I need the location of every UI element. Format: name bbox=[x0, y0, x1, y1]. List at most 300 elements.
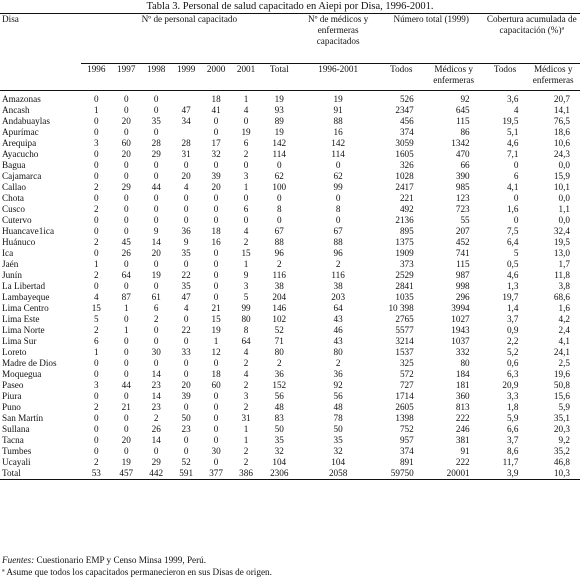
header-cobertura-group: Cobertura acumulada de capacitación (%)ª bbox=[484, 14, 580, 64]
cell-numero: 222 bbox=[455, 457, 470, 467]
cell-count: 19 bbox=[274, 127, 284, 137]
cell-count: 15 bbox=[211, 314, 221, 324]
cell-count: 47 bbox=[181, 292, 191, 302]
cell-count: 20 bbox=[121, 435, 131, 445]
cell-medicos: 0 bbox=[335, 215, 341, 225]
cell-count: 3 bbox=[243, 391, 249, 401]
cell-medicos: 19 bbox=[333, 94, 343, 104]
cell-count: 0 bbox=[213, 413, 219, 423]
cell-cobertura: 35,1 bbox=[553, 413, 570, 423]
cell-numero: 723 bbox=[455, 204, 470, 214]
cell-disa: Junín bbox=[2, 270, 22, 280]
cell-count: 0 bbox=[123, 259, 129, 269]
cell-count: 386 bbox=[231, 468, 261, 480]
cell-count: 116 bbox=[272, 270, 286, 280]
cell-cobertura: 14,1 bbox=[553, 105, 570, 115]
cell-count: 0 bbox=[123, 171, 129, 181]
cell-count: 18 bbox=[211, 369, 221, 379]
cell-count: 47 bbox=[181, 105, 191, 115]
table-row bbox=[0, 435, 580, 446]
cell-disa: Lima Norte bbox=[2, 325, 45, 335]
cell-count: 32 bbox=[211, 149, 221, 159]
cell-numero: 2841 bbox=[395, 281, 414, 291]
cell-medicos: 88 bbox=[333, 116, 343, 126]
cell-count: 12 bbox=[211, 347, 221, 357]
cell-disa: Piura bbox=[2, 391, 22, 401]
cell-count: 2 bbox=[153, 314, 159, 324]
table-row bbox=[0, 325, 580, 336]
cell-cobertura: 7,1 bbox=[506, 149, 519, 159]
cell-count: 35 bbox=[181, 248, 191, 258]
cell-count: 56 bbox=[274, 391, 284, 401]
cell-count: 0 bbox=[93, 424, 99, 434]
cell-count: 14 bbox=[151, 237, 161, 247]
cell-count: 22 bbox=[181, 325, 191, 335]
cell-count: 1 bbox=[243, 259, 249, 269]
cell-count: 0 bbox=[153, 358, 159, 368]
cell-count: 3 bbox=[93, 380, 99, 390]
cell-cobertura: 20,7 bbox=[553, 94, 570, 104]
cell-numero: 5577 bbox=[395, 325, 414, 335]
cell-cobertura: 2,5 bbox=[558, 358, 570, 368]
cell-count: 0 bbox=[123, 193, 129, 203]
cell-disa: Huancave1ica bbox=[2, 226, 55, 236]
cell-numero: 374 bbox=[399, 446, 414, 456]
cell-cobertura: 15,6 bbox=[553, 391, 570, 401]
table-caption: Tabla 3. Personal de salud capacitado en Aiepi por Disa, 1996-2001. bbox=[146, 1, 434, 12]
cell-count: 9 bbox=[243, 270, 249, 280]
cell-disa: Paseo bbox=[2, 380, 24, 390]
cell-count: 0 bbox=[213, 358, 219, 368]
cell-count: 0 bbox=[243, 215, 249, 225]
cell-cobertura: 4,1 bbox=[506, 182, 519, 192]
cell-medicos: 0 bbox=[335, 160, 341, 170]
cell-numero: 645 bbox=[455, 105, 470, 115]
cell-disa: Lima Este bbox=[2, 314, 40, 324]
cell-count: 23 bbox=[181, 424, 191, 434]
cell-count: 44 bbox=[151, 182, 161, 192]
notes bbox=[2, 554, 272, 578]
table-row bbox=[0, 226, 580, 237]
cell-count: 0 bbox=[213, 292, 219, 302]
cell-count: 6 bbox=[243, 138, 249, 148]
cell-cobertura: 46,8 bbox=[553, 457, 570, 467]
cell-disa: Tacna bbox=[2, 435, 24, 445]
cell-count: 0 bbox=[93, 281, 99, 291]
cell-medicos: 67 bbox=[333, 226, 343, 236]
cell-numero: 1909 bbox=[395, 248, 414, 258]
cell-count: 0 bbox=[93, 127, 99, 137]
cell-cobertura: 1,7 bbox=[558, 259, 570, 269]
cell-count: 0 bbox=[153, 160, 159, 170]
cell-count: 2 bbox=[93, 182, 99, 192]
cell-disa: Ancash bbox=[2, 105, 30, 115]
cell-numero: 3994 bbox=[451, 303, 470, 313]
cell-count: 0 bbox=[123, 446, 129, 456]
table-row bbox=[0, 336, 580, 347]
cell-cobertura: 9,2 bbox=[558, 435, 570, 445]
cell-numero: 2605 bbox=[395, 402, 414, 412]
cell-count: 39 bbox=[211, 171, 221, 181]
cell-count: 2 bbox=[276, 358, 282, 368]
cell-medicos: 64 bbox=[333, 303, 343, 313]
cell-count: 0 bbox=[213, 391, 219, 401]
cell-cobertura: 0,5 bbox=[506, 259, 519, 269]
cell-count: 0 bbox=[213, 127, 219, 137]
cell-numero: 813 bbox=[455, 402, 470, 412]
cell-count: 0 bbox=[243, 193, 249, 203]
table-body bbox=[0, 91, 580, 480]
cell-count: 14 bbox=[151, 391, 161, 401]
cell-medicos: 50 bbox=[333, 424, 343, 434]
cell-count: 0 bbox=[153, 204, 159, 214]
table-row bbox=[0, 457, 580, 468]
cell-count: 9 bbox=[183, 237, 189, 247]
cell-count: 41 bbox=[211, 105, 221, 115]
cell-medicos: 99 bbox=[333, 182, 343, 192]
cell-cobertura: 1,4 bbox=[506, 303, 519, 313]
cell-numero: 1605 bbox=[395, 149, 414, 159]
cell-count: 0 bbox=[123, 94, 129, 104]
cell-numero: 987 bbox=[455, 270, 470, 280]
cell-count: 2 bbox=[93, 325, 99, 335]
cell-cobertura: 3,7 bbox=[506, 435, 519, 445]
cell-cobertura: 10,3 bbox=[526, 468, 580, 480]
table-row bbox=[0, 149, 580, 160]
table-row bbox=[0, 193, 580, 204]
cell-count bbox=[171, 91, 201, 106]
cell-count: 0 bbox=[183, 314, 189, 324]
cell-cobertura: 2,4 bbox=[558, 325, 570, 335]
cell-count: 102 bbox=[272, 314, 287, 324]
table-row bbox=[0, 171, 580, 182]
cell-disa: Total bbox=[0, 468, 81, 480]
cell-count: 0 bbox=[123, 215, 129, 225]
cell-medicos: 48 bbox=[333, 402, 343, 412]
cell-count: 16 bbox=[211, 237, 221, 247]
cell-count: 22 bbox=[181, 270, 191, 280]
cell-numero: 1714 bbox=[395, 391, 414, 401]
cell-count: 0 bbox=[213, 435, 219, 445]
cell-count: 0 bbox=[93, 391, 99, 401]
cell-count: 4 bbox=[243, 369, 249, 379]
cell-cobertura: 1,6 bbox=[558, 303, 570, 313]
cell-count: 33 bbox=[181, 347, 191, 357]
cell-count: 204 bbox=[272, 292, 287, 302]
cell-count: 6 bbox=[93, 336, 99, 346]
cell-disa: Arequipa bbox=[2, 138, 37, 148]
cell-count: 80 bbox=[274, 347, 284, 357]
cell-count: 36 bbox=[181, 226, 191, 236]
cell-count: 0 bbox=[183, 402, 189, 412]
cell-count: 0 bbox=[153, 281, 159, 291]
cell-count: 0 bbox=[123, 413, 129, 423]
cell-count: 0 bbox=[213, 281, 219, 291]
table-row bbox=[0, 314, 580, 325]
cell-numero: 332 bbox=[455, 347, 470, 357]
cell-count: 4 bbox=[183, 182, 189, 192]
cell-count: 45 bbox=[121, 237, 131, 247]
cell-count: 20 bbox=[121, 149, 131, 159]
cell-count: 0 bbox=[123, 281, 129, 291]
cell-count: 93 bbox=[274, 105, 284, 115]
cell-count: 2 bbox=[276, 259, 282, 269]
cell-count: 52 bbox=[181, 457, 191, 467]
cell-count: 0 bbox=[183, 435, 189, 445]
table-row bbox=[0, 369, 580, 380]
header-year: 2000 bbox=[201, 64, 231, 91]
header-personal-group: Nº de personal capacitado bbox=[81, 14, 297, 64]
cell-count: 31 bbox=[181, 149, 191, 159]
cell-count: 114 bbox=[272, 149, 286, 159]
cell-count: 1 bbox=[93, 259, 99, 269]
cell-count: 18 bbox=[211, 94, 221, 104]
cell-numero: 86 bbox=[460, 127, 470, 137]
cell-count: 0 bbox=[276, 215, 282, 225]
cell-cobertura: 50,8 bbox=[553, 380, 570, 390]
cell-count: 0 bbox=[183, 204, 189, 214]
cell-medicos: 32 bbox=[333, 446, 343, 456]
cell-count: 8 bbox=[276, 204, 282, 214]
cell-count: 39 bbox=[181, 391, 191, 401]
cell-cobertura: 5,9 bbox=[506, 413, 519, 423]
cell-count: 99 bbox=[241, 303, 251, 313]
cell-count: 0 bbox=[213, 424, 219, 434]
cell-numero: 985 bbox=[455, 182, 470, 192]
table-row bbox=[0, 413, 580, 424]
cell-numero: 998 bbox=[455, 281, 470, 291]
cell-count: 35 bbox=[274, 435, 284, 445]
cell-count: 14 bbox=[151, 369, 161, 379]
cell-cobertura: 10,1 bbox=[553, 182, 570, 192]
cell-count: 0 bbox=[276, 193, 282, 203]
header-blank bbox=[0, 64, 81, 91]
cell-cobertura: 0 bbox=[513, 215, 519, 225]
cell-disa: Bagua bbox=[2, 160, 26, 170]
cell-disa: Sullana bbox=[2, 424, 30, 434]
cell-cobertura: 5,1 bbox=[506, 127, 519, 137]
cell-numero: 123 bbox=[455, 193, 470, 203]
cell-disa: Tumbes bbox=[2, 446, 32, 456]
header-numero-medicos: Médicos y enfermeras bbox=[424, 64, 484, 91]
cell-numero: 80 bbox=[460, 358, 470, 368]
cell-count: 89 bbox=[274, 116, 284, 126]
sources-note bbox=[2, 554, 272, 566]
cell-count: 0 bbox=[183, 446, 189, 456]
table-row bbox=[0, 402, 580, 413]
cell-count: 61 bbox=[151, 292, 161, 302]
cell-count: 377 bbox=[201, 468, 231, 480]
cell-numero: 1037 bbox=[451, 336, 470, 346]
cell-cobertura: 18,6 bbox=[553, 127, 570, 137]
table-row bbox=[0, 292, 580, 303]
cell-count: 1 bbox=[243, 182, 249, 192]
cell-count: 1 bbox=[123, 325, 129, 335]
cell-disa: Jaén bbox=[2, 259, 19, 269]
cell-disa: Lima Sur bbox=[2, 336, 37, 346]
cell-count: 64 bbox=[241, 336, 251, 346]
cell-count: 0 bbox=[183, 358, 189, 368]
cell-count: 20 bbox=[181, 380, 191, 390]
cell-count: 0 bbox=[213, 215, 219, 225]
cell-count: 3 bbox=[243, 171, 249, 181]
cell-cobertura: 4,6 bbox=[506, 270, 519, 280]
cell-cobertura: 6,6 bbox=[506, 424, 519, 434]
cell-count: 35 bbox=[151, 116, 161, 126]
cell-count: 3 bbox=[243, 281, 249, 291]
cell-count: 17 bbox=[211, 138, 221, 148]
cell-numero: 246 bbox=[455, 424, 470, 434]
cell-numero: 296 bbox=[455, 292, 470, 302]
cell-cobertura: 24,3 bbox=[553, 149, 570, 159]
cell-medicos: 91 bbox=[333, 105, 343, 115]
cell-numero: 895 bbox=[399, 226, 414, 236]
cell-numero: 1943 bbox=[451, 325, 470, 335]
cell-count: 20 bbox=[211, 182, 221, 192]
header-cobertura-medicos: Médicos y enfermeras bbox=[526, 64, 580, 91]
cell-cobertura: 3,8 bbox=[558, 281, 570, 291]
cell-cobertura: 5,9 bbox=[558, 402, 570, 412]
cell-count: 83 bbox=[274, 413, 284, 423]
cell-count: 30 bbox=[151, 347, 161, 357]
cell-count: 28 bbox=[151, 138, 161, 148]
cell-count: 0 bbox=[93, 215, 99, 225]
cell-disa: Ucayali bbox=[2, 457, 31, 467]
cell-count: 0 bbox=[93, 435, 99, 445]
cell-cobertura: 0 bbox=[513, 193, 519, 203]
cell-count: 1 bbox=[93, 105, 99, 115]
cell-count: 1 bbox=[123, 303, 129, 313]
cell-count: 53 bbox=[81, 468, 111, 480]
cell-cobertura: 1,8 bbox=[506, 402, 519, 412]
cell-cobertura: 1,6 bbox=[506, 204, 519, 214]
cell-count: 4 bbox=[93, 292, 99, 302]
cell-count: 34 bbox=[181, 116, 191, 126]
cell-numero: 373 bbox=[399, 259, 414, 269]
cell-count: 0 bbox=[93, 171, 99, 181]
cell-count: 0 bbox=[123, 127, 129, 137]
cell-numero: 115 bbox=[456, 116, 470, 126]
cell-count: 0 bbox=[123, 105, 129, 115]
cell-numero: 326 bbox=[399, 160, 414, 170]
cell-count: 0 bbox=[93, 446, 99, 456]
header-total: Total bbox=[261, 64, 297, 91]
header-year: 1996 bbox=[81, 64, 111, 91]
cell-count: 0 bbox=[123, 160, 129, 170]
cell-disa: Cajamarca bbox=[2, 171, 42, 181]
cell-disa: Lima Centro bbox=[2, 303, 49, 313]
cell-count: 0 bbox=[153, 325, 159, 335]
cell-count: 9 bbox=[153, 226, 159, 236]
cell-numero: 957 bbox=[399, 435, 414, 445]
cell-count: 0 bbox=[243, 116, 249, 126]
cell-numero: 727 bbox=[399, 380, 414, 390]
cell-count: 2 bbox=[93, 402, 99, 412]
cell-numero: 2765 bbox=[395, 314, 414, 324]
cell-cobertura: 3,7 bbox=[506, 314, 519, 324]
cell-count: 38 bbox=[274, 281, 284, 291]
cell-medicos: 2058 bbox=[297, 468, 378, 480]
cell-medicos: 56 bbox=[333, 391, 343, 401]
cell-disa: Callao bbox=[2, 182, 26, 192]
cell-count: 15 bbox=[241, 248, 251, 258]
cell-medicos: 0 bbox=[335, 193, 341, 203]
cell-medicos: 203 bbox=[331, 292, 346, 302]
cell-cobertura: 8,6 bbox=[506, 446, 519, 456]
cell-count: 0 bbox=[213, 193, 219, 203]
cell-count: 0 bbox=[93, 369, 99, 379]
cell-numero: 3214 bbox=[395, 336, 414, 346]
cell-count: 442 bbox=[141, 468, 171, 480]
table-row-total bbox=[0, 468, 580, 480]
cell-cobertura: 19,6 bbox=[553, 369, 570, 379]
cell-disa: Loreto bbox=[2, 347, 27, 357]
cell-cobertura: 13,0 bbox=[553, 248, 570, 258]
cell-count: 23 bbox=[151, 380, 161, 390]
table-row bbox=[0, 204, 580, 215]
cell-disa: Cusco bbox=[2, 204, 25, 214]
cell-count: 23 bbox=[151, 402, 161, 412]
cell-numero: 752 bbox=[399, 424, 414, 434]
cell-count: 142 bbox=[272, 138, 287, 148]
cell-count bbox=[171, 127, 201, 138]
cell-count: 0 bbox=[213, 457, 219, 467]
cell-count: 104 bbox=[272, 457, 287, 467]
cell-numero: 1028 bbox=[395, 171, 414, 181]
cell-count: 36 bbox=[274, 369, 284, 379]
table-row bbox=[0, 160, 580, 171]
cell-disa: Huánuco bbox=[2, 237, 36, 247]
cell-count: 1 bbox=[243, 424, 249, 434]
cell-count: 0 bbox=[123, 226, 129, 236]
cell-cobertura: 4,6 bbox=[506, 138, 519, 148]
cell-cobertura: 3,3 bbox=[506, 391, 519, 401]
cell-medicos: 104 bbox=[331, 457, 346, 467]
footnote: ª Asume que todos los capacitados permanecieron en sus Disas de origen. bbox=[2, 567, 272, 577]
table-row bbox=[0, 138, 580, 149]
cell-disa: Apurímac bbox=[2, 127, 39, 137]
cell-count: 0 bbox=[93, 149, 99, 159]
cell-numero: 390 bbox=[455, 171, 470, 181]
cell-numero: 92 bbox=[460, 94, 470, 104]
cell-numero: 1537 bbox=[395, 347, 414, 357]
cell-count: 146 bbox=[272, 303, 287, 313]
cell-count: 0 bbox=[213, 270, 219, 280]
cell-cobertura: 0,0 bbox=[558, 160, 570, 170]
cell-cobertura: 6,3 bbox=[506, 369, 519, 379]
table-row bbox=[0, 259, 580, 270]
cell-cobertura: 0 bbox=[513, 160, 519, 170]
header-year: 1998 bbox=[141, 64, 171, 91]
cell-medicos: 2 bbox=[335, 259, 341, 269]
cell-medicos: 78 bbox=[333, 413, 343, 423]
cell-count: 0 bbox=[213, 204, 219, 214]
header-disa: Disa bbox=[0, 14, 81, 64]
cell-count: 0 bbox=[153, 336, 159, 346]
cell-cobertura: 15,9 bbox=[553, 171, 570, 181]
cell-disa: San Martín bbox=[2, 413, 44, 423]
cell-cobertura: 19,5 bbox=[502, 116, 519, 126]
cell-numero: 1398 bbox=[395, 413, 414, 423]
header-cobertura-todos: Todos bbox=[484, 64, 527, 91]
cell-count: 15 bbox=[91, 303, 101, 313]
cell-numero: 741 bbox=[455, 248, 470, 258]
cell-count: 0 bbox=[93, 413, 99, 423]
cell-numero: 572 bbox=[399, 369, 414, 379]
cell-cobertura: 6,4 bbox=[506, 237, 519, 247]
cell-count: 50 bbox=[274, 424, 284, 434]
cell-count: 35 bbox=[181, 281, 191, 291]
